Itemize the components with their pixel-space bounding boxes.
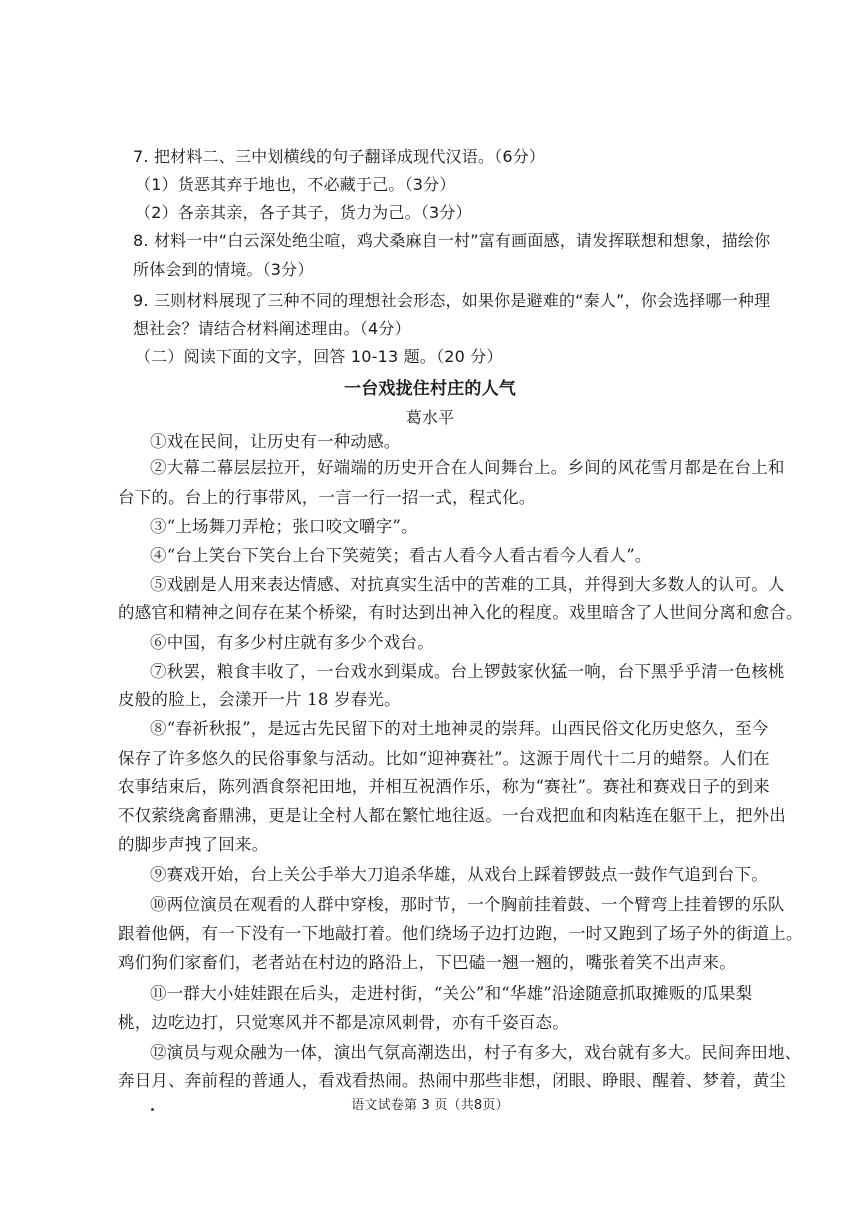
article-line: 台下的。台上的行事带风，一言一行一招一式，程式化。 <box>118 488 536 507</box>
article-line: 桃，边吃边打，只觉寒风并不都是凉风刺骨，亦有千姿百态。 <box>118 1013 569 1032</box>
article-line: ④“台上笑台下笑台上台下笑菀笑；看古人看今人看古看今人看人”。 <box>150 546 652 565</box>
article-line: 农事结束后，陈列酒食祭祀田地，并相互祝酒作乐，称为“赛社”。赛社和赛戏日子的到来 <box>118 777 770 796</box>
article-line: 不仅萦绕禽畜鼎沸，更是让全村人都在繁忙地往返。一台戏把血和肉粘连在躯干上，把外出 <box>118 806 786 825</box>
article-title: 一台戏拢住村庄的人气 <box>344 379 516 399</box>
article-line: ③“上场舞刀弄枪；张口咬文嚼字”。 <box>150 517 418 536</box>
article-line: 跟着他俩，有一下没有一下地敲打着。他们绕场子边打边跑，一时又跑到了场子外的街道上。 <box>118 924 803 943</box>
article-line: ⑦秋罢，粮食丰收了，一台戏水到渠成。台上锣鼓家伙猛一响，台下黑乎乎清一色核桃 <box>150 662 785 681</box>
question-9: 9. 三则材料展现了三种不同的理想社会形态，如果你是避难的“秦人”，你会选择哪一种理 <box>133 291 771 310</box>
article-line: ⑫演员与观众融为一体，演出气氛高潮迭出，村子有多大，戏台就有多大。民间奔田地、 <box>150 1043 802 1062</box>
article-line: ⑤戏剧是人用来表达情感、对抗真实生活中的苦难的工具，并得到大多数人的认可。人 <box>150 575 785 594</box>
question-7: 7. 把材料二、三中划横线的句子翻译成现代汉语。（6分） <box>133 147 546 166</box>
article-line: ⑧“春祈秋报”，是远古先民留下的对土地神灵的崇拜。山西民俗文化历史悠久，至今 <box>150 719 769 738</box>
question-8: 8. 材料一中“白云深处绝尘喧，鸡犬桑麻自一村”富有画面感，请发挥联想和想象，描绘你 <box>133 231 771 250</box>
article-line: 的脚步声拽了回来。 <box>118 835 269 854</box>
article-line: 的感官和精神之间存在某个桥梁，有时达到出神入化的程度。戏里暗含了人世间分离和愈合。 <box>118 603 803 622</box>
article-author: 葛水平 <box>405 408 455 427</box>
question-9-cont: 想社会？请结合材料阐述理由。（4分） <box>133 319 411 338</box>
question-8-cont: 所体会到的情境。（3分） <box>133 260 314 279</box>
article-line: 皮般的脸上，会漾开一片 18 岁春光。 <box>118 690 401 709</box>
article-line: ⑪一群大小娃娃跟在后头，走进村街，“关公”和“华雄”沿途随意抓取摊贩的瓜果梨 <box>150 984 753 1003</box>
article-line: ②大幕二幕层层拉开，好端端的历史开合在人间舞台上。乡间的风花雪月都是在台上和 <box>150 458 785 477</box>
article-line: ⑨赛戏开始，台上关公手举大刀追杀华雄，从戏台上踩着锣鼓点一鼓作气追到台下。 <box>150 865 768 884</box>
article-line: 鸡们狗们家畜们，老者站在村边的路沿上，下巴磕一翘一翘的，嘴张着笑不出声来。 <box>118 953 736 972</box>
page-footer: 语文试卷第 3 页（共8页） <box>351 1098 509 1113</box>
question-7-part-2: （2）各亲其亲，各子其子，货力为己。（3分） <box>135 203 472 222</box>
article-line: 奔日月、奔前程的普通人，看戏看热闹。热闹中那些非想，闭眼、睁眼、醒着、梦着，黄尘 <box>118 1071 786 1090</box>
question-7-part-1: （1）货恶其弃于地也，不必藏于己。（3分） <box>135 175 456 194</box>
article-line: ⑩两位演员在观看的人群中穿梭，那时节，一个胸前挂着鼓、一个臂弯上挂着锣的乐队 <box>150 895 785 914</box>
section-2-heading: （二）阅读下面的文字，回答 10-13 题。（20 分） <box>135 347 503 366</box>
article-line: ①戏在民间，让历史有一种动感。 <box>150 432 401 451</box>
article-line: ⑥中国，有多少村庄就有多少个戏台。 <box>150 633 434 652</box>
article-line: 保存了许多悠久的民俗事象与活动。比如“迎神赛社”。这源于周代十二月的蜡祭。人们在 <box>118 749 770 768</box>
